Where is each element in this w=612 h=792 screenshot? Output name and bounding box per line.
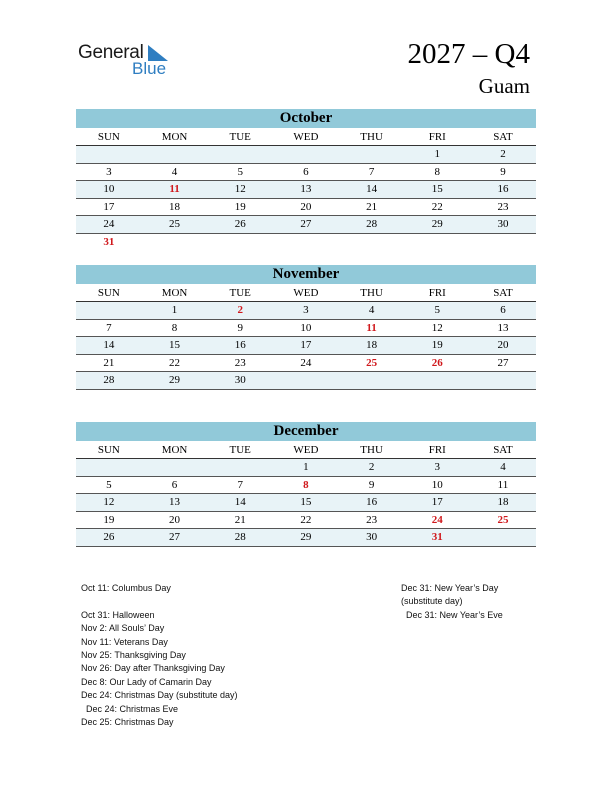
date-cell: 6: [500, 304, 506, 316]
holiday-date-cell: 25: [497, 513, 509, 526]
empty-date-cell: [273, 146, 339, 163]
date-cell: 16: [366, 496, 378, 508]
month-name: November: [76, 265, 536, 284]
date-cell: 29: [300, 531, 312, 543]
date-cell: 25: [169, 218, 181, 230]
date-cell: 17: [300, 339, 312, 351]
empty-date-cell: [207, 459, 273, 476]
weekday-label: TUE: [229, 287, 251, 299]
empty-date-cell: [470, 372, 536, 389]
holiday-date-cell: 31: [103, 235, 115, 248]
date-cell: 7: [237, 478, 243, 491]
date-cell: 10: [431, 478, 443, 491]
weekday-label: MON: [161, 444, 188, 456]
empty-date-cell: [76, 146, 142, 163]
weekday-label: THU: [360, 131, 383, 143]
empty-date-cell: [207, 146, 273, 163]
date-cell: 5: [106, 478, 112, 491]
date-cell: 15: [431, 183, 443, 195]
date-cell: 21: [366, 200, 378, 213]
month-calendar-november: [76, 265, 536, 390]
holiday-note: Oct 31: Halloween: [81, 609, 155, 620]
date-cell: 7: [106, 321, 112, 334]
date-cell: 19: [103, 513, 115, 526]
empty-date-cell: [76, 459, 142, 476]
holiday-date-cell: 25: [366, 356, 378, 369]
date-cell: 16: [497, 183, 509, 195]
date-cell: 3: [106, 165, 112, 178]
weekday-label: FRI: [428, 444, 446, 456]
empty-date-cell: [339, 372, 405, 389]
week-row: [76, 164, 536, 182]
date-cell: 27: [497, 356, 509, 369]
week-row: [76, 146, 536, 164]
weekday-label: WED: [293, 287, 319, 299]
month-calendar-december: [76, 422, 536, 547]
date-cell: 18: [366, 339, 378, 351]
date-cell: 22: [300, 513, 312, 526]
date-cell: 2: [500, 148, 506, 160]
date-cell: 12: [103, 496, 115, 508]
date-cell: 15: [300, 496, 312, 508]
logo-blue-text: Blue: [132, 59, 167, 78]
holiday-note: Dec 25: Christmas Day: [81, 716, 174, 727]
empty-date-cell: [76, 302, 142, 319]
week-row: [76, 372, 536, 390]
date-cell: 4: [500, 461, 506, 473]
holiday-notes-left: [81, 582, 238, 729]
date-cell: 10: [300, 321, 312, 334]
empty-date-cell: [339, 146, 405, 163]
week-row: [76, 337, 536, 355]
holiday-note: (substitute day): [401, 596, 463, 607]
holiday-note: Dec 8: Our Lady of Camarin Day: [81, 676, 212, 687]
holiday-note: Nov 2: All Souls’ Day: [81, 623, 165, 634]
empty-date-cell: [142, 234, 208, 252]
weekday-label: WED: [293, 131, 319, 143]
holiday-note: Dec 24: Christmas Eve: [81, 703, 179, 714]
holiday-date-cell: 2: [237, 304, 243, 316]
date-cell: 28: [366, 218, 378, 230]
date-cell: 23: [497, 200, 509, 213]
date-cell: 29: [431, 218, 443, 230]
date-cell: 9: [500, 165, 506, 178]
date-cell: 14: [366, 183, 378, 195]
empty-date-cell: [273, 234, 339, 252]
date-cell: 20: [169, 513, 181, 526]
date-cell: 11: [497, 478, 509, 491]
date-cell: 26: [103, 531, 115, 543]
date-cell: 30: [234, 374, 246, 386]
week-row: [76, 355, 536, 373]
date-cell: 19: [234, 200, 246, 213]
weekday-label: THU: [360, 287, 383, 299]
holiday-note: Nov 11: Veterans Day: [81, 636, 168, 647]
week-row: [76, 181, 536, 199]
empty-date-cell: [142, 459, 208, 476]
date-cell: 21: [103, 356, 115, 369]
weekday-header-row: [76, 441, 536, 459]
date-cell: 5: [434, 304, 441, 316]
weekday-label: SAT: [493, 444, 513, 456]
holiday-date-cell: 31: [431, 531, 443, 543]
weekday-label: FRI: [428, 131, 446, 143]
date-cell: 8: [171, 321, 178, 334]
date-cell: 3: [303, 304, 309, 316]
weekday-header-row: [76, 284, 536, 302]
weekday-label: SAT: [493, 287, 513, 299]
week-row: [76, 234, 536, 252]
date-cell: 3: [434, 461, 441, 473]
month-name: December: [76, 422, 536, 441]
date-cell: 4: [368, 304, 375, 316]
holiday-date-cell: 11: [366, 321, 377, 334]
date-cell: 27: [169, 531, 181, 543]
date-cell: 21: [234, 513, 246, 526]
date-cell: 13: [169, 496, 181, 508]
holiday-date-cell: 24: [431, 513, 443, 526]
date-cell: 2: [368, 461, 375, 473]
week-row: [76, 459, 536, 477]
logo: [78, 40, 178, 80]
week-row: [76, 529, 536, 547]
date-cell: 20: [300, 200, 312, 213]
date-cell: 16: [234, 339, 246, 351]
date-cell: 1: [171, 304, 178, 316]
date-cell: 13: [300, 183, 312, 195]
date-cell: 30: [497, 218, 509, 230]
date-cell: 24: [300, 356, 312, 369]
week-row: [76, 477, 536, 495]
week-row: [76, 199, 536, 217]
date-cell: 18: [169, 200, 181, 213]
date-cell: 15: [169, 339, 181, 351]
empty-date-cell: [470, 234, 536, 252]
weekday-label: THU: [360, 444, 383, 456]
date-cell: 12: [431, 321, 443, 334]
holiday-note: Dec 31: New Year’s Eve: [401, 609, 503, 620]
date-cell: 1: [434, 148, 441, 160]
holiday-date-cell: 26: [431, 356, 443, 369]
date-cell: 6: [171, 478, 178, 491]
holiday-note: Nov 26: Day after Thanksgiving Day: [81, 663, 225, 674]
month-calendar-october: [76, 109, 536, 251]
weekday-label: MON: [161, 131, 188, 143]
holiday-note: Oct 11: Columbus Day: [81, 583, 171, 593]
date-cell: 9: [237, 321, 243, 334]
weekday-label: SUN: [97, 287, 120, 299]
date-cell: 28: [234, 531, 246, 543]
weekday-label: TUE: [229, 444, 251, 456]
date-cell: 24: [103, 218, 115, 230]
date-cell: 7: [368, 165, 375, 178]
week-row: [76, 494, 536, 512]
date-cell: 29: [169, 374, 181, 386]
holiday-note: Nov 25: Thanksgiving Day: [81, 649, 186, 660]
week-row: [76, 302, 536, 320]
empty-date-cell: [404, 372, 470, 389]
empty-date-cell: [142, 146, 208, 163]
date-cell: 13: [497, 321, 509, 334]
date-cell: 19: [431, 339, 443, 351]
week-row: [76, 320, 536, 338]
date-cell: 1: [303, 461, 309, 473]
date-cell: 26: [234, 218, 246, 230]
date-cell: 23: [366, 513, 378, 526]
empty-date-cell: [273, 372, 339, 389]
date-cell: 14: [103, 339, 115, 351]
weekday-label: MON: [161, 287, 188, 299]
week-row: [76, 216, 536, 234]
weekday-label: SAT: [493, 131, 513, 143]
date-cell: 23: [234, 356, 246, 369]
date-cell: 5: [237, 165, 243, 178]
page-title: 2027 – Q4: [407, 38, 530, 70]
weekday-label: WED: [293, 444, 319, 456]
holiday-note: [81, 595, 238, 608]
logo-general-text: General: [78, 42, 144, 63]
weekday-label: TUE: [229, 131, 251, 143]
weekday-label: SUN: [97, 444, 120, 456]
holiday-note: Dec 31: New Year’s Day: [401, 583, 499, 593]
date-cell: 8: [434, 165, 441, 178]
week-row: [76, 512, 536, 530]
date-cell: 30: [366, 531, 378, 543]
page-subtitle: Guam: [478, 74, 530, 98]
date-cell: 18: [497, 496, 509, 508]
month-name: October: [76, 109, 536, 128]
weekday-header-row: [76, 128, 536, 146]
date-cell: 14: [234, 496, 246, 508]
date-cell: 4: [171, 165, 178, 178]
date-cell: 12: [234, 183, 246, 195]
holiday-date-cell: 8: [303, 478, 309, 491]
holiday-date-cell: 11: [169, 183, 180, 195]
date-cell: 17: [431, 496, 443, 508]
date-cell: 9: [368, 478, 375, 491]
date-cell: 22: [169, 356, 181, 369]
empty-date-cell: [404, 234, 470, 252]
empty-date-cell: [470, 529, 536, 546]
holiday-note: Dec 24: Christmas Day (substitute day): [81, 690, 238, 701]
empty-date-cell: [207, 234, 273, 252]
date-cell: 17: [103, 200, 115, 213]
date-cell: 6: [303, 165, 309, 178]
date-cell: 27: [300, 218, 312, 230]
date-cell: 10: [103, 183, 115, 195]
date-cell: 28: [103, 374, 115, 386]
weekday-label: FRI: [428, 287, 446, 299]
holiday-notes-right: [401, 582, 503, 622]
date-cell: 22: [431, 200, 443, 213]
date-cell: 20: [497, 339, 509, 351]
weekday-label: SUN: [97, 131, 120, 143]
empty-date-cell: [339, 234, 405, 252]
